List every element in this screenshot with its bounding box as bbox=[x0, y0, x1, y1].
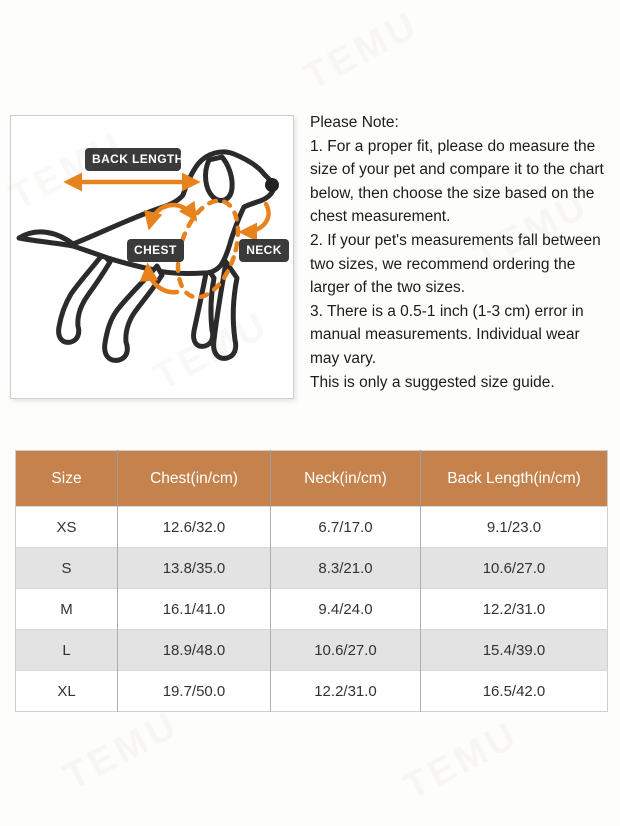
column-header: Back Length(in/cm) bbox=[421, 451, 608, 507]
note-line: manual measurements. Individual wear bbox=[310, 326, 580, 344]
measurement-cell: 10.6/27.0 bbox=[421, 548, 608, 589]
measurement-cell: 18.9/48.0 bbox=[118, 630, 271, 671]
measurement-cell: 10.6/27.0 bbox=[271, 630, 421, 671]
measurement-cell: 12.2/31.0 bbox=[421, 589, 608, 630]
size-table-header-row bbox=[16, 451, 608, 507]
dog-measurement-diagram bbox=[10, 115, 294, 399]
size-cell: XS bbox=[16, 507, 118, 548]
column-header: Chest(in/cm) bbox=[118, 451, 271, 507]
dog-far-hind-leg bbox=[59, 254, 110, 342]
size-cell: S bbox=[16, 548, 118, 589]
table-row bbox=[16, 671, 608, 712]
note-line: Please Note: bbox=[310, 114, 399, 131]
watermark bbox=[57, 703, 186, 799]
measurement-cell: 16.1/41.0 bbox=[118, 589, 271, 630]
measurement-cell: 15.4/39.0 bbox=[421, 630, 608, 671]
watermark bbox=[297, 3, 426, 99]
note-line: below, then choose the size based on the bbox=[310, 184, 595, 202]
measurement-cell: 16.5/42.0 bbox=[421, 671, 608, 712]
table-row bbox=[16, 548, 608, 589]
note-line: chest measurement. bbox=[310, 208, 451, 226]
watermark bbox=[397, 713, 526, 809]
column-header: Size bbox=[16, 451, 118, 507]
note-line: two sizes, we recommend ordering the bbox=[310, 255, 576, 273]
note-line: larger of the two sizes. bbox=[310, 279, 466, 297]
chest-badge: CHEST bbox=[127, 239, 184, 262]
measurement-cell: 13.8/35.0 bbox=[118, 548, 271, 589]
neck-girth-arrow bbox=[244, 204, 269, 232]
dog-far-front-leg bbox=[194, 268, 214, 346]
note-line: 3. There is a 0.5-1 inch (1-3 cm) error in bbox=[310, 302, 584, 320]
measurement-cell: 9.4/24.0 bbox=[271, 589, 421, 630]
table-row bbox=[16, 589, 608, 630]
size-table bbox=[15, 450, 608, 712]
neck-badge: NECK bbox=[239, 239, 289, 262]
measurement-cell: 12.6/32.0 bbox=[118, 507, 271, 548]
back-length-badge: BACK LENGTH bbox=[85, 148, 181, 171]
size-table-body bbox=[16, 507, 608, 712]
please-note bbox=[310, 111, 616, 394]
table-row bbox=[16, 630, 608, 671]
note-lines bbox=[310, 111, 616, 394]
note-line: 1. For a proper fit, please do measure the bbox=[310, 137, 596, 155]
size-cell: M bbox=[16, 589, 118, 630]
measurement-cell: 8.3/21.0 bbox=[271, 548, 421, 589]
measurement-cell: 12.2/31.0 bbox=[271, 671, 421, 712]
dog-ear bbox=[206, 157, 233, 200]
measurement-cell: 6.7/17.0 bbox=[271, 507, 421, 548]
note-line: 2. If your pet's measurements fall between bbox=[310, 231, 601, 249]
table-row bbox=[16, 507, 608, 548]
size-cell: L bbox=[16, 630, 118, 671]
measurement-cell: 19.7/50.0 bbox=[118, 671, 271, 712]
measurement-cell: 9.1/23.0 bbox=[421, 507, 608, 548]
column-header: Neck(in/cm) bbox=[271, 451, 421, 507]
size-cell: XL bbox=[16, 671, 118, 712]
note-line: may vary. bbox=[310, 349, 377, 367]
note-line: This is only a suggested size guide. bbox=[310, 373, 555, 391]
note-line: size of your pet and compare it to the chart bbox=[310, 161, 604, 179]
dog-nose bbox=[265, 178, 279, 192]
